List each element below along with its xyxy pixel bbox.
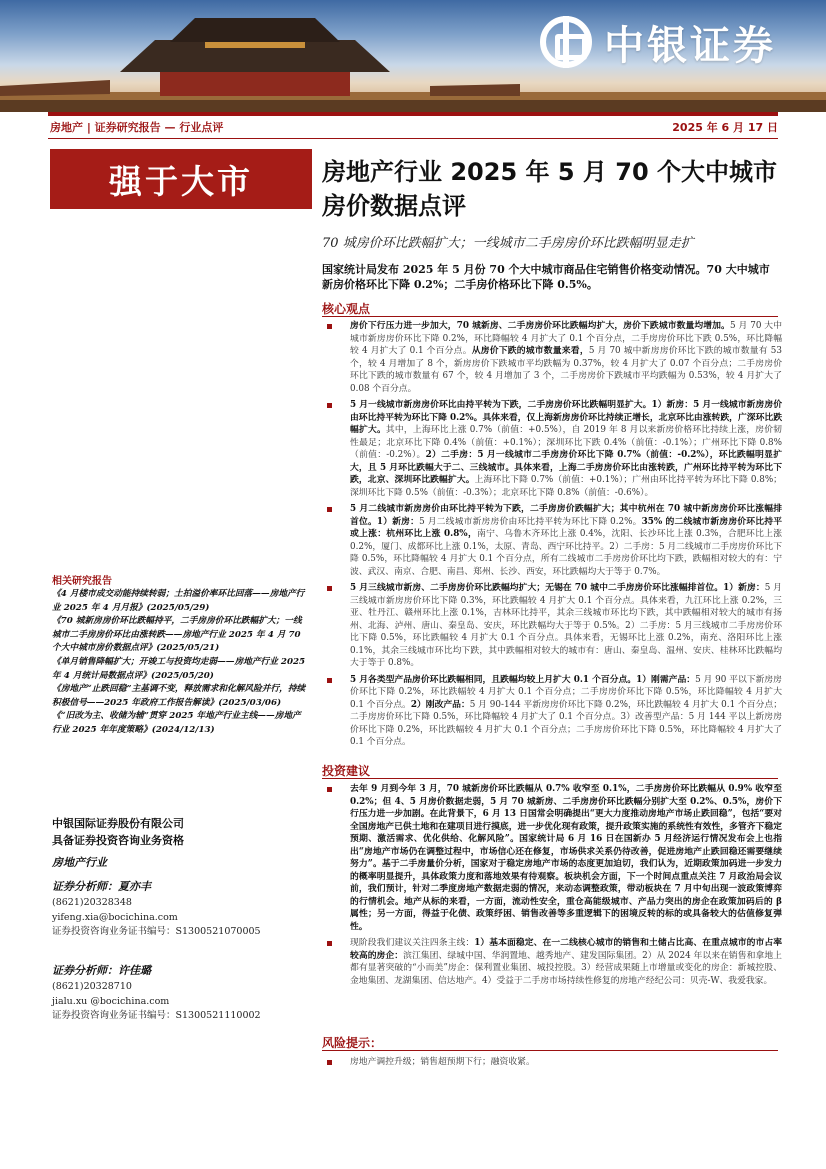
bullet-item (322, 582, 782, 670)
bullet-text: 5 月 70 城中新房房价环比下跌的城市数量有 53 个，较 4 月增加了 8 个，新房房价下跌城市平均跌幅为 0.37%，较 4 月扩大了 0.07 个百分点；二手房房价环比下跌的城市数量有 67 个，较 4 月增加了 3 个，二手房房价下跌城市平均跌幅为 0.53%，较 4 月扩大了 0.08 个百分点。 (350, 346, 783, 394)
brand-logo (540, 14, 776, 70)
analyst-email[interactable]: jialu.xu @bocichina.com (52, 995, 170, 1007)
bullet-item (322, 783, 782, 933)
page-title: 房地产行业 2025 年 5 月 70 个大中城市房价数据点评 (322, 158, 778, 220)
section-core-title: 核心观点 (322, 302, 371, 316)
related-report-item[interactable]: 《70 城新房房价环比跌幅持平，二手房房价环比跌幅扩大；一线城市二手房房价环比由涨转跌——房地产行业 2025 年 4 月 70 个大中城市房价数据点评》(2025/05/21) (52, 616, 302, 654)
header-banner (0, 0, 826, 112)
bullet-text: 上海环比下降 0.7%（前值：+0.1%）；广州由环比持平转为环比下降 0.8%；深圳环比下降 0.5%（前值：-0.3%）；北京环比下降 0.8%（前值：-0.6%）。 (350, 475, 782, 498)
bullet-item (322, 937, 782, 987)
page-subtitle: 70 城房价环比跌幅扩大；一线城市二手房房价环比跌幅明显走扩 (322, 236, 694, 251)
rating-badge: 强于大市 (50, 149, 312, 209)
org-qualification: 具备证券投资咨询业务资格 (52, 834, 184, 847)
analyst-phone: (8621)20328710 (52, 981, 132, 992)
breadcrumb: 房地产 | 证券研究报告 — 行业点评 (50, 121, 224, 134)
bullet-item (322, 399, 782, 499)
header-rule (48, 112, 778, 116)
bullet-bold-text: 35% 的二线城市新房房价环比持平或上涨：杭州环比上涨 0.8%， (350, 516, 783, 539)
bullet-bold-text: 2）刚改产品： (410, 699, 470, 710)
org-info (52, 815, 184, 849)
risk-item: 房地产调控升级；销售超预期下行；融资收紧。 (322, 1056, 782, 1069)
related-report-item[interactable]: 《房地产“止跌回稳”主基调不变，释放需求和化解风险并行，持续积极信号——2025 年政府工作报告解读》(2025/03/06) (52, 684, 306, 708)
boc-logo-icon (540, 16, 592, 68)
analyst-cert: 证券投资咨询业务证书编号：S1300521070005 (52, 926, 261, 937)
related-reports-list (52, 588, 308, 738)
analyst-email[interactable]: yifeng.xia@bocichina.com (52, 911, 178, 923)
bullet-bold-text: 1）基本面稳定、在一二线核心城市的销售和土储占比高、在重点城市的市占率较高的房企： (350, 938, 782, 961)
bullet-bold-text: 5 月各类型产品房价环比跌幅相同，且跌幅均较上月扩大 0.1 个百分点。1）刚需产品： (350, 674, 696, 685)
bullet-item (322, 503, 782, 578)
meta-line (50, 119, 778, 135)
invest-points-list (322, 783, 782, 991)
bullet-bold-text: 5 月二线城市新房房价由环比持平转为下跌，二手房房价跌幅扩大；其中杭州在 70 城中新房房价环比涨幅排首位。1）新房： (350, 504, 782, 527)
bullet-item (322, 674, 782, 749)
bullet-bold-text: 2）二手房：5 月一线城市二手房房价环比下降 0.7%（前值：-0.2%），环比跌幅明显扩大，且 5 月环比跌幅大于二、三线城市。具体来看，上海二手房房价环比由涨转跌，广州环比持平转为环比下跌，北京、深圳环比跌幅扩大。 (350, 450, 783, 485)
bullet-text: 5 月二线城市新房房价由环比持平转为环比下降 0.2%。 (419, 516, 642, 527)
org-name: 中银国际证券股份有限公司 (52, 817, 184, 830)
risk-points-list (322, 1056, 782, 1073)
section-core-rule (322, 316, 778, 317)
brand-name: 中银证券 (604, 22, 776, 69)
analyst-name: 证券分析师：许佳璐 (52, 964, 151, 977)
bullet-text: 5 月 70 大中城市新房房价环比下降 0.2%，环比降幅较 4 月扩大了 0.1 个百分点，二手房房价环比下跌 0.5%，环比降幅较 4 月扩大了 0.1 个百分点。 (350, 321, 782, 356)
lead-summary: 国家统计局发布 2025 年 5 月份 70 个大中城市商品住宅销售价格变动情况。70 大中城市新房价格环比下降 0.2%；二手房价格环比下降 0.5%。 (322, 263, 770, 291)
analyst-1 (52, 878, 261, 940)
section-risk-rule (322, 1050, 778, 1051)
industry-label: 房地产行业 (52, 856, 107, 869)
bullet-text: 其中，上海环比上涨 0.7%（前值：+0.5%），自 2019 年 8 月以来新房价格环比持续上涨，房价韧性最足；北京环比下降 0.4%（前值：+0.1%）；深圳环比下跌 0.4%（前值：-0.1%）；广州环比下降 0.8%（前值：-0.2%）。 (350, 425, 782, 460)
bullet-text: 5 月 90-144 平新房房价环比下降 0.2%，环比跌幅较 4 月扩大 0.1 个百分点；二手房房价环比下降 0.5%，环比降幅较 4 月扩大了 0.1 个百分点。3）改善型产品：5 月 144 平以上新房房价环比下降 0.2%，环比跌幅较 4 月扩大 0.1 个百分点；二手房房价环比下降 0.5%，环比降幅较 4 月扩大了 0.1 个百分点。 (350, 699, 782, 747)
core-points-list (322, 320, 782, 753)
bullet-bold-text: 5 月三线城市新房、二手房房价环比跌幅均扩大；无锡在 70 城中二手房房价环比涨幅排首位。1）新房： (350, 583, 765, 593)
bullet-text: 南宁、乌鲁木齐环比上涨 0.4%，沈阳、长沙环比上涨 0.3%，合肥环比上涨 0.2%，厦门、成都环比上涨 0.1%，太原、青岛、西宁环比持平。2）二手房：5 月二线城市二手房房价环比下降 0.5%，环比降幅较 4 月扩大 0.1 个百分点，所有二线城市二手房房价环比均下跌，跌幅相对较大的有：宁波、武汉、南京、合肥、南昌、郑州、长沙、西安，环比跌幅均大于等于 0.7%。 (350, 529, 782, 577)
bullet-text: 滨江集团、绿城中国、华润置地、越秀地产、建发国际集团。2）从 2024 年以来在销售和拿地上都有显著突破的“小而美”房企：保利置业集团、城投控股。3）经营成果随上市增量或变化的房企：新城控股、金地集团、龙湖集团、信达地产。4）受益于二手房市场持续性修复的房地产经纪公司：贝壳-W、我爱我家。 (350, 950, 782, 986)
related-report-item[interactable]: 《“旧改为主、收储为辅”贯穿 2025 年地产行业主线——房地产行业 2025 年年度策略》(2024/12/13) (52, 711, 301, 735)
bullet-bold-text: 去年 9 月到今年 3 月，70 城新房价环比跌幅从 0.7% 收窄至 0.1%，二手房房价环比跌幅从 0.9% 收窄至 0.2%；但 4、5 月房价数据走弱，5 月 70 城新房、二手房房价环比跌幅分别扩大至 0.2%、0.5%，房价下行压力进一步加剧。在此背景下，6 月 13 日国常会明确提出“更大力度推动房地产市场止跌回稳”，包括“要对全国房地产已供土地和在建项目进行摸底，进一步优化现有政策，提升政策实施的系统性有效性，多管齐下稳定预期、激活需求、优化供给、化解风险”。国家统计局 6 月 16 日在国新办 5 月经济运行情况发布会上也指出“房地产市场仍在调整过程中，市场信心还在修复，市场供求关系仍待改善，促进房地产止跌回稳还需要继续努力”。基于二手房量价分析，国家对于稳定房地产市场的态度更加迫切，我们认为，近期政策加码进一步发力的概率明显提升，具体政策力度和落地效果有待观察。板块机会方面，下一个时间点重点关注 7 月政治局会议前，我们预计，针对二季度房地产数据走弱的情况，来动态调整政策，带动板块在 7 月中旬出现一波政策博弈的行情机会。地产从标的来看，一方面，流动性安全，重仓高能级城市、产品力突出的房企在政策加码后的 β 属性；另一方面，得益于化债、政策纾困、销售改善等多重逻辑下的困境反转的标的或具备较大的估值修复弹性。 (350, 784, 782, 932)
bullet-item (322, 320, 782, 395)
section-risk-title: 风险提示： (322, 1036, 383, 1050)
bullet-text: 现阶段我们建议关注四条主线： (350, 938, 475, 948)
meta-rule (48, 138, 778, 139)
section-invest-rule (322, 778, 778, 779)
bullet-text: 5 月三线城市二手房房价环比下降 0.5%，环比跌幅较 4 月扩大 0.1 个百分点。具体来看，无锡环比上涨 0.2%，南充、洛阳环比上涨 0.1%，其余三线城市环比均下跌，其中跌幅相对较大的城市有：唐山、秦皇岛、温州、安庆、桂林环比跌幅均大于等于 0.8%。 (350, 620, 782, 668)
bullet-bold-text: 房价下行压力进一步加大，70 城新房、二手房房价环比跌幅均扩大，房价下跌城市数量均增加。 (350, 321, 730, 331)
bullet-bold-text: 5 月一线城市新房房价环比由持平转为下跌，二手房房价环比跌幅明显扩大。1）新房：5 月一线城市新房房价由环比持平转为环比下降 0.2%。具体来看，仅上海新房房价环比持续正增长，北京环比由涨转跌，广深环比跌幅扩大。 (350, 400, 782, 435)
analyst-2 (52, 962, 261, 1024)
bullet-text: 5 月三线城市新房房价环比下降 0.3%，环比跌幅较 4 月扩大 0.1 个百分点。具体来看，九江环比上涨 0.2%，三亚、牡丹江、赣州环比上涨 0.1%，吉林环比持平，其余三线城市环比均下跌，其中跌幅相对较大的城市有扬州、北海、泸州、唐山、秦皇岛、安庆，环比跌幅均大于等于 0.5%。2）二手房： (350, 583, 782, 631)
report-date: 2025 年 6 月 17 日 (672, 121, 778, 134)
related-report-item[interactable]: 《单月销售降幅扩大；开竣工与投资均走弱——房地产行业 2025 年 4 月统计局数据点评》(2025/05/20) (52, 656, 306, 681)
related-report-item[interactable]: 《4 月楼市成交动能持续转弱；土拍溢价率环比回落——房地产行业 2025 年 4 月月报》(2025/05/29) (52, 589, 305, 613)
analyst-phone: (8621)20328348 (52, 897, 132, 908)
related-reports-title: 相关研究报告 (52, 576, 112, 587)
section-invest-title: 投资建议 (322, 764, 371, 778)
bullet-bold-text: 从房价下跌的城市数量来看， (471, 346, 589, 356)
analyst-name: 证券分析师：夏亦丰 (52, 880, 151, 893)
analyst-cert: 证券投资咨询业务证书编号：S1300521110002 (52, 1010, 261, 1021)
bullet-text: 5 月 90 平以下新房房价环比下降 0.2%，环比跌幅较 4 月扩大 0.1 个百分点；二手房房价环比下降 0.5%，环比降幅较 4 月扩大 0.1 个百分点。 (350, 674, 782, 710)
